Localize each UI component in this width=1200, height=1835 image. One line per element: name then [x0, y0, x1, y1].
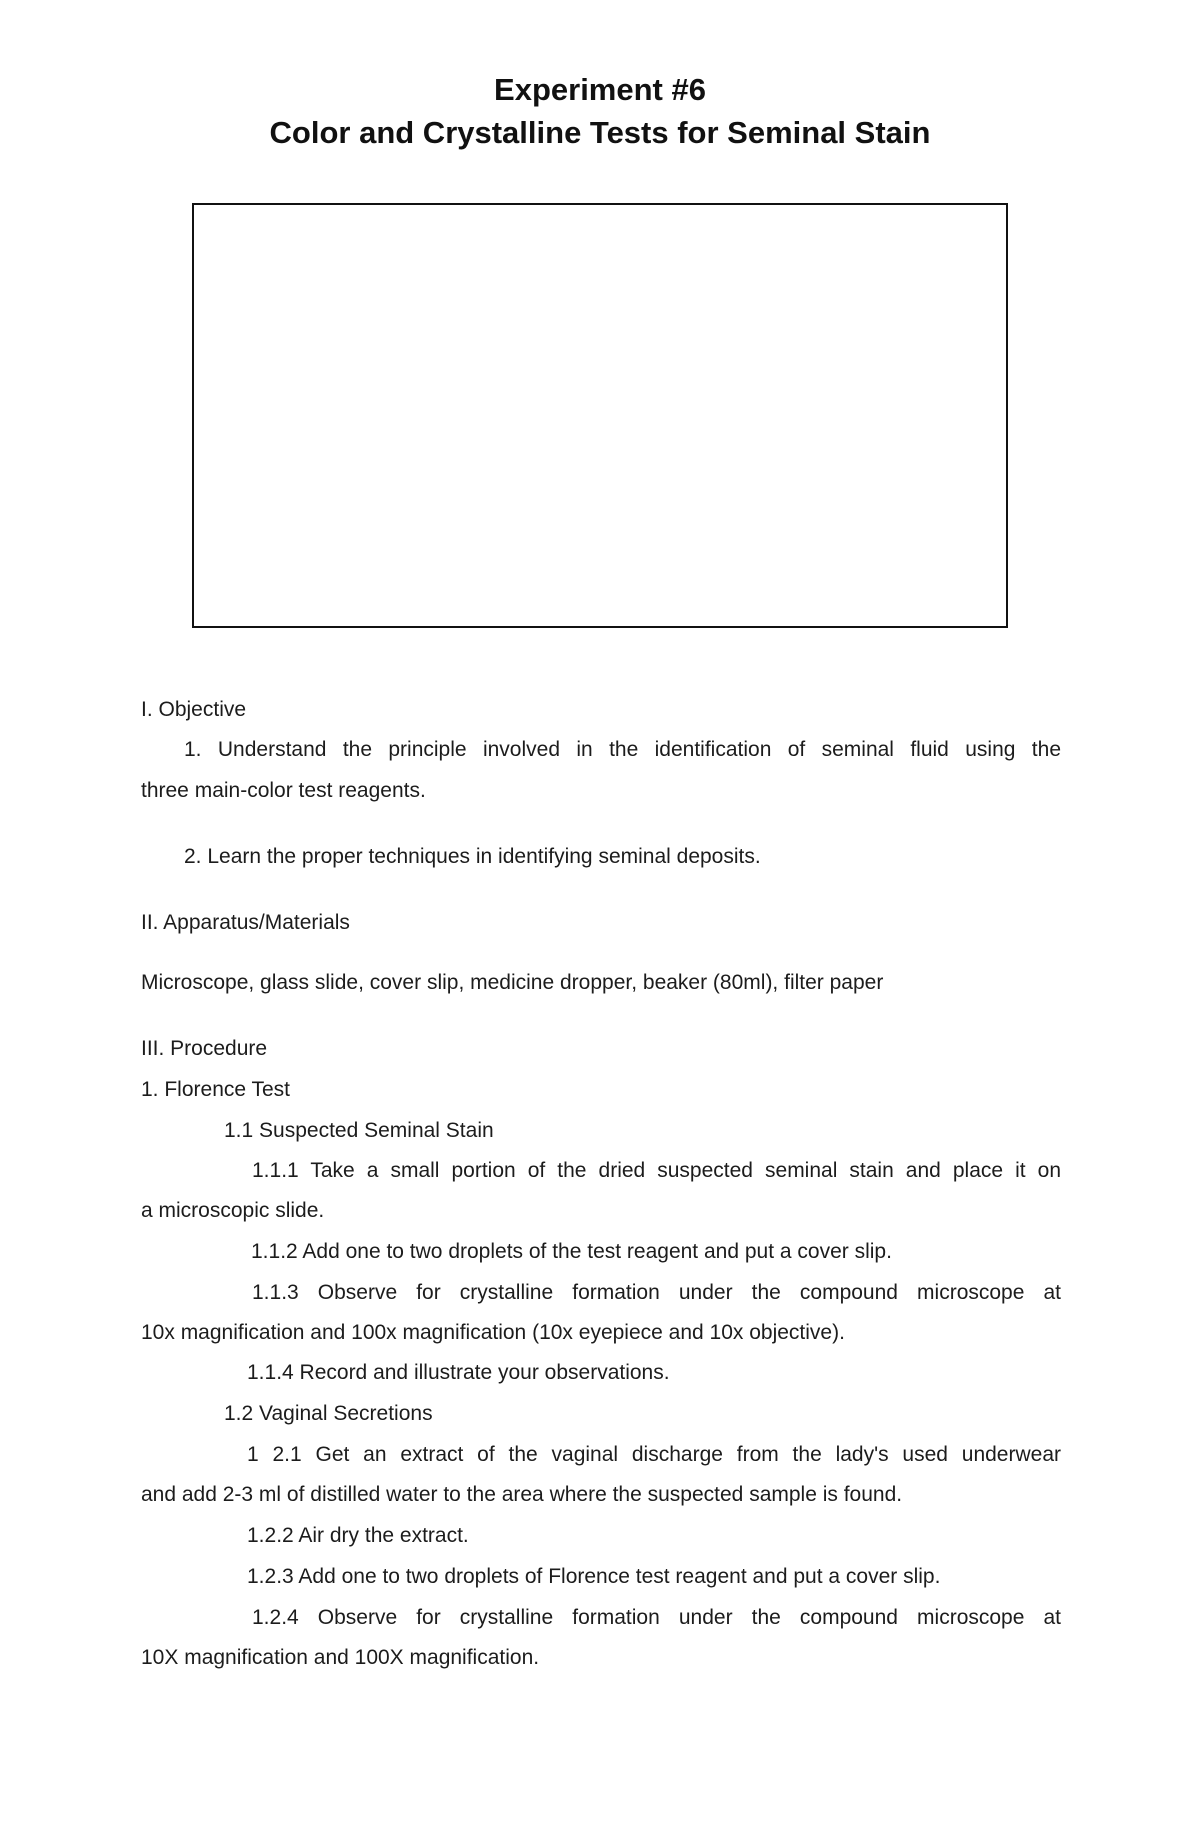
step-1-2-1-line-2: and add 2-3 ml of distilled water to the area where the suspected sample is found.: [141, 1483, 903, 1506]
procedure-sub-1-2: 1.2 Vaginal Secretions: [224, 1402, 433, 1425]
step-1-1-1-line-1: 1.1.1 Take a small portion of the dried suspected seminal stain and place it on: [252, 1159, 1061, 1182]
step-1-2-1-line-1: 1 2.1 Get an extract of the vaginal discharge from the lady's used underwear: [247, 1443, 1061, 1466]
figure-placeholder-box: [192, 203, 1008, 628]
step-1-1-1-line-2: a microscopic slide.: [141, 1199, 325, 1222]
step-1-1-2: 1.1.2 Add one to two droplets of the test reagent and put a cover slip.: [251, 1240, 892, 1263]
step-1-2-2: 1.2.2 Air dry the extract.: [247, 1524, 469, 1547]
procedure-test-1: 1. Florence Test: [141, 1078, 291, 1101]
step-1-1-3-line-1: 1.1.3 Observe for crystalline formation under the compound microscope at: [252, 1281, 1061, 1304]
procedure-sub-1-1: 1.1 Suspected Seminal Stain: [224, 1119, 494, 1142]
step-1-1-3-line-2: 10x magnification and 100x magnification (10x eyepiece and 10x objective).: [141, 1321, 845, 1344]
objective-heading: I. Objective: [141, 698, 247, 721]
step-1-2-3: 1.2.3 Add one to two droplets of Florence test reagent and put a cover slip.: [247, 1565, 941, 1588]
procedure-heading: III. Procedure: [141, 1037, 268, 1060]
step-1-1-4: 1.1.4 Record and illustrate your observations.: [247, 1361, 670, 1384]
apparatus-heading: II. Apparatus/Materials: [141, 911, 350, 934]
step-1-2-4-line-2: 10X magnification and 100X magnification.: [141, 1646, 540, 1669]
objective-item-2: 2. Learn the proper techniques in identifying seminal deposits.: [184, 845, 761, 868]
page-title: Experiment #6: [494, 72, 706, 107]
page-subtitle: Color and Crystalline Tests for Seminal Stain: [269, 115, 931, 150]
objective-item-1-line-2: three main-color test reagents.: [141, 779, 426, 802]
apparatus-list: Microscope, glass slide, cover slip, medicine dropper, beaker (80ml), filter paper: [141, 971, 884, 994]
objective-item-1-line-1: 1. Understand the principle involved in the identification of seminal fluid using the: [184, 738, 1061, 761]
step-1-2-4-line-1: 1.2.4 Observe for crystalline formation under the compound microscope at: [252, 1606, 1061, 1629]
